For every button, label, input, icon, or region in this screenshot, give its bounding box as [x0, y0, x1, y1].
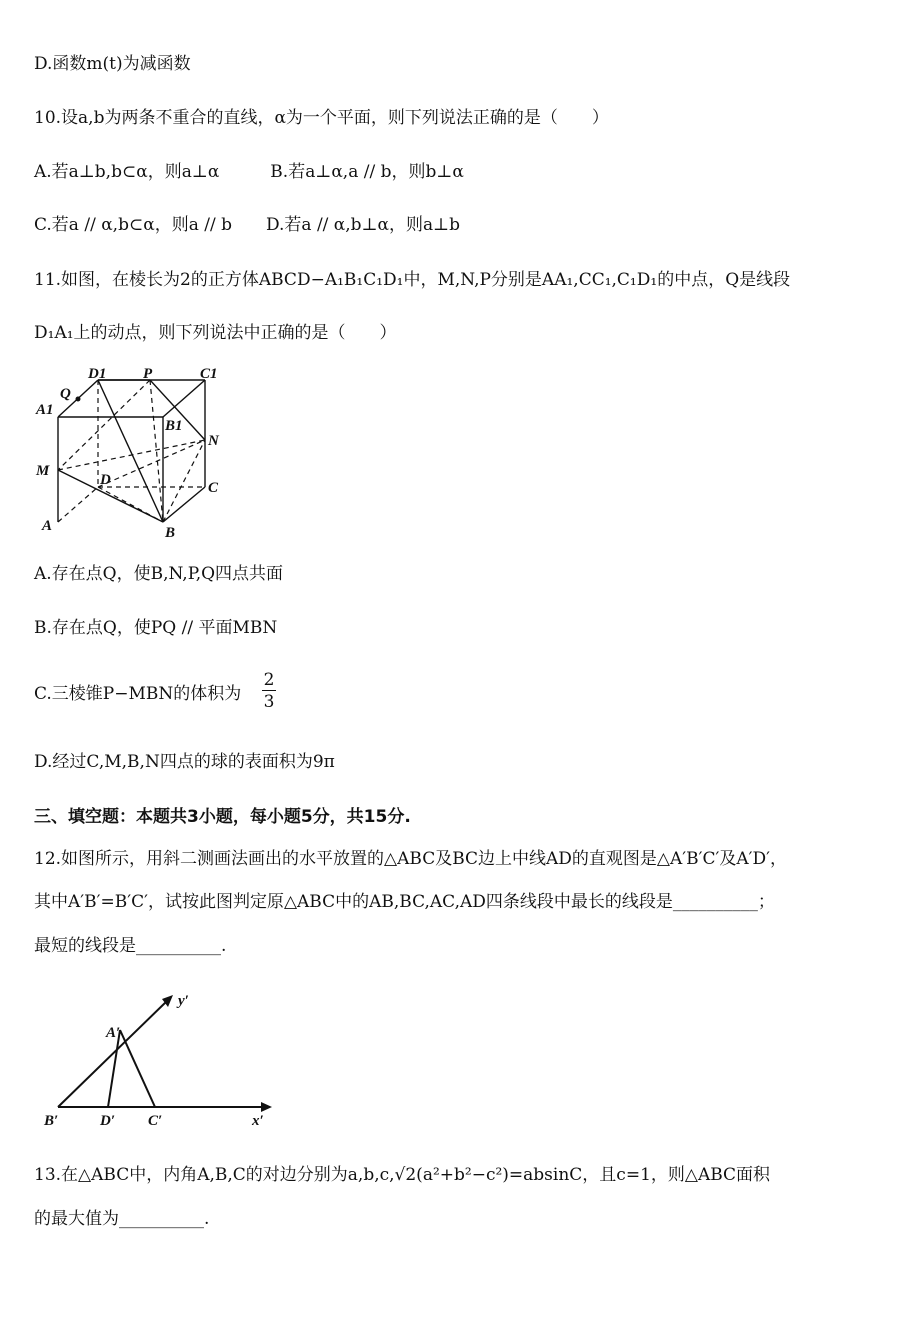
q12-stem-line1: 12.如图所示，用斜二测画法画出的水平放置的△ABC及BC边上中线AD的直观图是△A′B′C′及A′D′， [34, 849, 787, 869]
label-q: Q [60, 386, 71, 402]
fraction-numerator: 2 [263, 670, 275, 690]
q12-stem-line3: 最短的线段是__________. [34, 936, 227, 956]
label-y-prime: y′ [178, 993, 189, 1009]
label-c: C [208, 480, 219, 496]
label-c1: C1 [200, 366, 218, 382]
label-a: A [42, 518, 53, 534]
label-a-prime: A′ [106, 1025, 121, 1041]
q10-options-cd: C.若a // α,b⊂α，则a // b D.若a // α,b⊥α，则a⊥b [34, 215, 461, 235]
triangle-figure [40, 985, 280, 1130]
label-d: D [100, 472, 111, 488]
label-p: P [143, 366, 153, 382]
q10-stem: 10.设a,b为两条不重合的直线，α为一个平面，则下列说法正确的是（ ） [34, 108, 609, 128]
q10-options-ab: A.若a⊥b,b⊂α，则a⊥α B.若a⊥α,a // b，则b⊥α [34, 162, 464, 182]
label-b1: B1 [165, 418, 183, 434]
point-q-dot [76, 397, 81, 402]
label-c-prime: C′ [148, 1113, 163, 1129]
q9-option-d: D.函数m(t)为减函数 [34, 54, 191, 74]
q13-stem-line2: 的最大值为__________. [34, 1209, 210, 1229]
q11-option-b: B.存在点Q，使PQ // 平面MBN [34, 618, 278, 638]
q11-option-a: A.存在点Q，使B,N,P,Q四点共面 [34, 564, 284, 584]
label-m: M [36, 463, 50, 479]
label-d-prime: D′ [100, 1113, 116, 1129]
section-3-heading: 三、填空题：本题共3小题，每小题5分，共15分. [34, 807, 411, 827]
q11-option-c-text: C.三棱锥P−MBN的体积为 [34, 684, 242, 704]
q11-stem-line1: 11.如图，在棱长为2的正方体ABCD−A₁B₁C₁D₁中，M,N,P分别是AA₁,CC₁,C₁D₁的中点，Q是线段 [34, 270, 791, 290]
x-axis-arrow [261, 1102, 272, 1112]
q13-stem-line1: 13.在△ABC中，内角A,B,C的对边分别为a,b,c,√2(a²+b²−c²)=absinC，且c=1，则△ABC面积 [34, 1165, 771, 1185]
label-d1: D1 [88, 366, 107, 382]
cube-figure [30, 362, 230, 542]
label-b: B [165, 525, 176, 541]
label-n: N [208, 433, 219, 449]
label-x-prime: x′ [252, 1113, 264, 1129]
label-b-prime: B′ [44, 1113, 59, 1129]
q11-stem-line2: D₁A₁上的动点，则下列说法中正确的是（ ） [34, 323, 397, 343]
q11-option-d: D.经过C,M,B,N四点的球的表面积为9π [34, 752, 335, 772]
q12-stem-line2: 其中A′B′=B′C′，试按此图判定原△ABC中的AB,BC,AC,AD四条线段中最长的线段是__________； [34, 892, 775, 912]
label-a1: A1 [36, 402, 54, 418]
fraction [262, 670, 276, 713]
fraction-denominator: 3 [263, 692, 275, 712]
